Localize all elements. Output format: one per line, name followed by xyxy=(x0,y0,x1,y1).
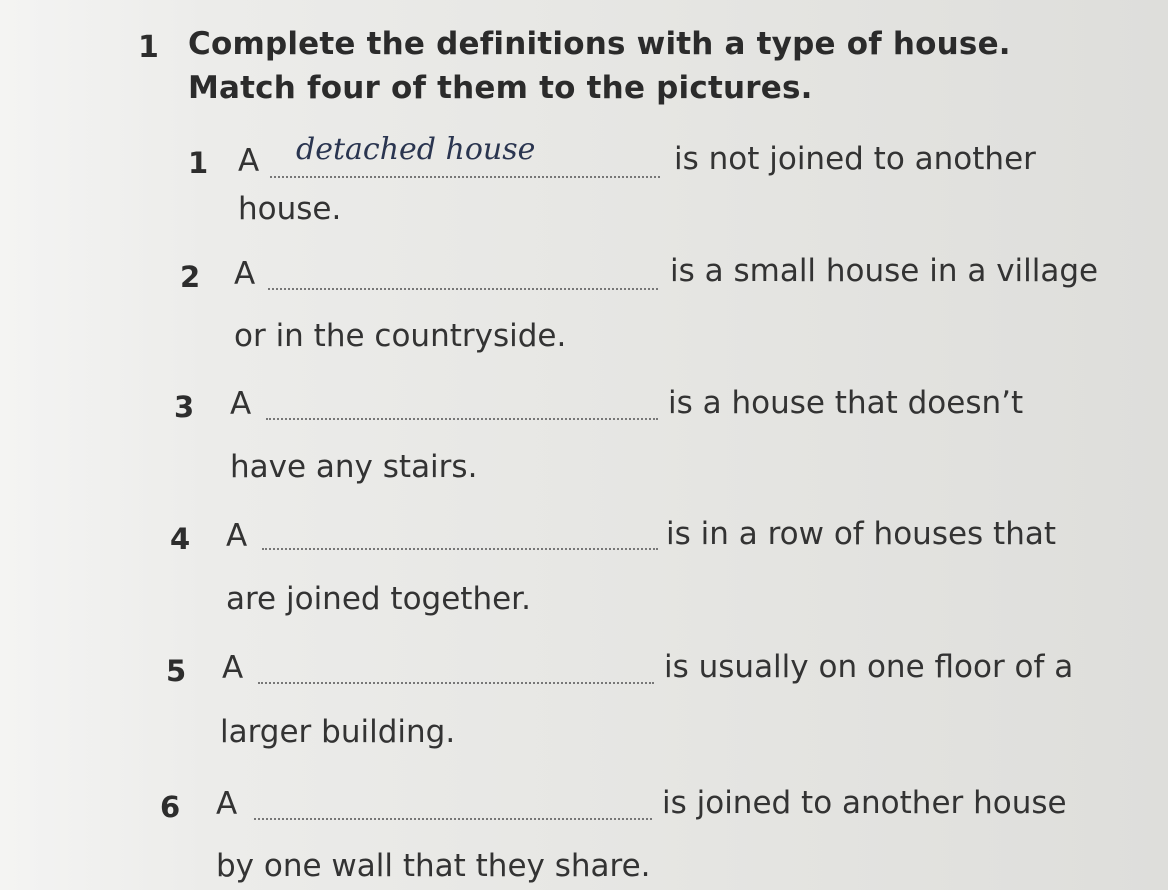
exercise-number: 1 xyxy=(138,30,159,65)
answer-blank[interactable] xyxy=(270,176,660,178)
item-number: 4 xyxy=(170,522,191,556)
instruction-line-2: Match four of them to the pictures. xyxy=(188,70,813,106)
definition-continuation: larger building. xyxy=(220,714,456,750)
item-article: A xyxy=(226,518,248,554)
answer-blank[interactable] xyxy=(262,548,658,550)
item-article: A xyxy=(234,256,256,292)
definition-continuation: house. xyxy=(238,191,342,227)
answer-blank[interactable] xyxy=(258,682,654,684)
item-number: 1 xyxy=(188,146,209,180)
answer-blank[interactable] xyxy=(268,288,658,290)
definition-continuation: by one wall that they share. xyxy=(216,848,651,884)
definition-text: is usually on one floor of a xyxy=(664,649,1074,685)
answer-blank[interactable] xyxy=(266,418,658,420)
item-article: A xyxy=(230,386,252,422)
answer-text: detached house xyxy=(296,132,536,167)
definition-text: is in a row of houses that xyxy=(666,516,1056,552)
definition-text: is joined to another house xyxy=(662,785,1067,821)
definition-text: is a house that doesn’t xyxy=(668,385,1024,421)
answer-blank[interactable] xyxy=(254,818,652,820)
definition-text: is not joined to another xyxy=(674,141,1036,177)
item-number: 3 xyxy=(174,390,195,424)
item-article: A xyxy=(216,786,238,822)
instruction-line-1: Complete the definitions with a type of house. xyxy=(188,26,1011,62)
item-article: A xyxy=(222,650,244,686)
definition-continuation: are joined together. xyxy=(226,581,531,617)
definition-text: is a small house in a village xyxy=(670,253,1099,289)
item-number: 2 xyxy=(180,260,201,294)
item-number: 5 xyxy=(166,654,187,688)
definition-continuation: or in the countryside. xyxy=(234,318,567,354)
item-number: 6 xyxy=(160,790,181,824)
item-article: A xyxy=(238,143,260,179)
definition-continuation: have any stairs. xyxy=(230,449,478,485)
